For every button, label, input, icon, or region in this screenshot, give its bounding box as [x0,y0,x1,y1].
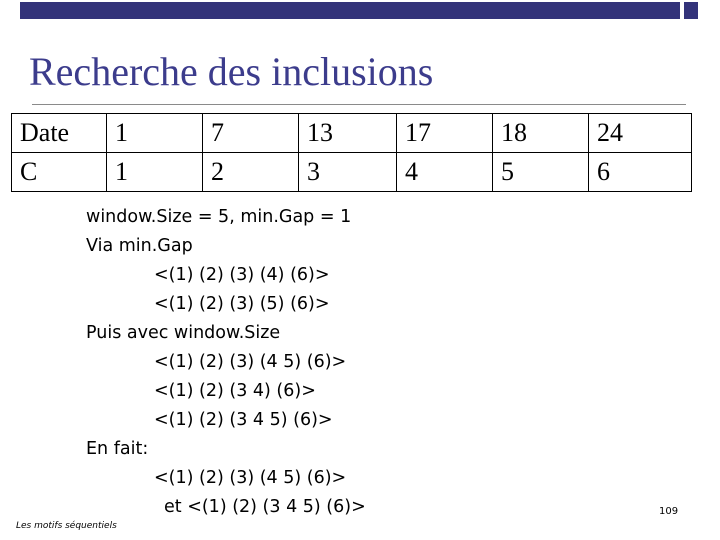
sequence-line: <(1) (2) (3) (4 5) (6)> [154,352,347,372]
parameters-line: window.Size = 5, min.Gap = 1 [86,207,352,227]
table-cell: 4 [397,153,493,192]
sequence-line: <(1) (2) (3 4) (6)> [154,381,316,401]
table-cell: 7 [203,114,299,153]
header-square [684,2,698,19]
table-cell: 18 [493,114,589,153]
table-cell: 13 [299,114,397,153]
date-itemset-table [11,113,692,192]
table-cell: 24 [589,114,692,153]
table-cell: 3 [299,153,397,192]
table-cell: 6 [589,153,692,192]
sequence-line: et <(1) (2) (3 4 5) (6)> [164,497,366,517]
page-number: 109 [659,506,679,517]
row-label: Date [12,114,107,153]
table-row [12,114,692,153]
table-cell: 5 [493,153,589,192]
sequence-line: <(1) (2) (3) (4 5) (6)> [154,468,347,488]
header-band [20,2,680,19]
table-cell: 2 [203,153,299,192]
sequence-line: <(1) (2) (3) (4) (6)> [154,265,330,285]
title-underline [32,104,686,105]
table-cell: 1 [107,153,203,192]
sequence-line: <(1) (2) (3 4 5) (6)> [154,410,333,430]
slide-title: Recherche des inclusions [29,49,434,94]
slide-footer: Les motifs séquentiels [16,521,117,531]
conclusion-heading: En fait: [86,439,149,459]
slide-body [86,203,366,522]
mingap-heading: Via min.Gap [86,236,193,256]
table-row [12,153,692,192]
table-cell: 17 [397,114,493,153]
windowsize-heading: Puis avec window.Size [86,323,281,343]
table-cell: 1 [107,114,203,153]
row-label: C [12,153,107,192]
sequence-line: <(1) (2) (3) (5) (6)> [154,294,330,314]
